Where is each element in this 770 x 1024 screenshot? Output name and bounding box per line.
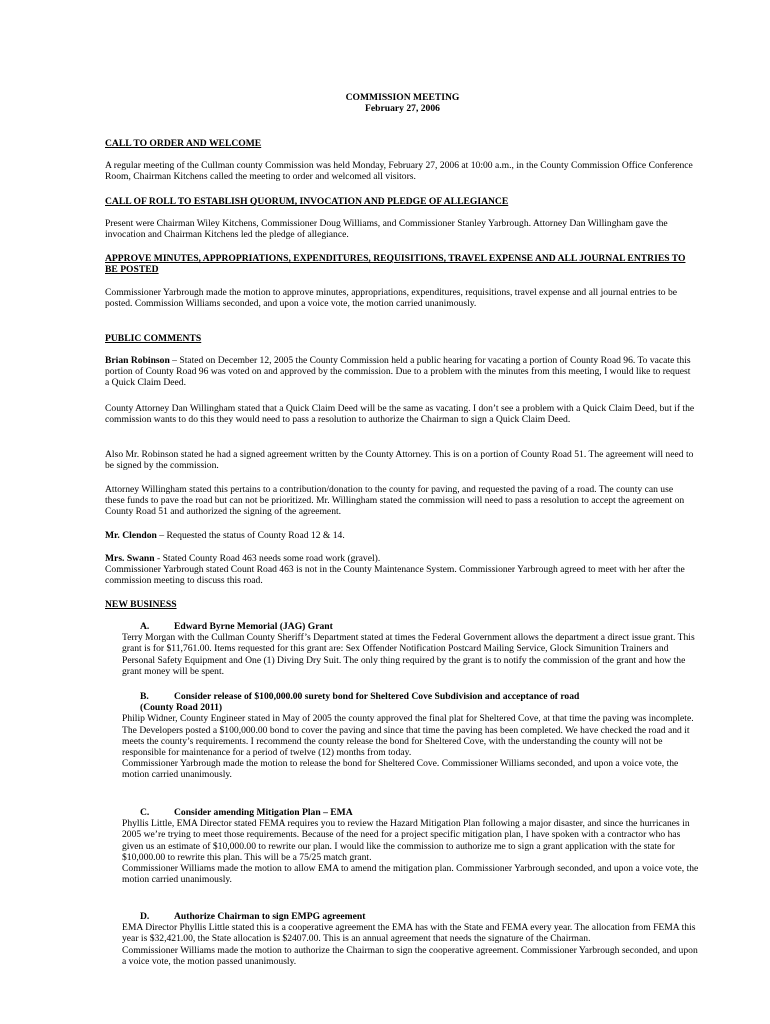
title-block [105,92,700,114]
item-b-title-text: Consider release of $100,000.00 surety bond for Sheltered Cove Subdivision and acceptance of road [174,691,580,702]
heading-roll-call: CALL OF ROLL TO ESTABLISH QUORUM, INVOCATION AND PLEDGE OF ALLEGIANCE [105,196,509,207]
paragraph-robinson [105,355,695,389]
item-d-body: EMA Director Phyllis Little stated this is a cooperative agreement the EMA has with the State and FEMA every year. The allocation from FEMA this year is $32,421.00, the State allocation is $2407.00. This is an annual agreement that needs the signature of the Chairman. [122,922,696,945]
new-business-item-b [122,691,700,781]
document-title: COMMISSION MEETING [345,92,460,103]
item-b-motion: Commissioner Yarbrough made the motion to release the bond for Sheltered Cove. Commissioner Williams seconded, and upon a voice vote, the motion carried unanimously. [122,758,679,781]
item-c-letter: C. [140,807,150,818]
paragraph-roll-call: Present were Chairman Wiley Kitchens, Commissioner Doug Williams, and Commissioner Stanley Yarbrough. Attorney Dan Willingham gave the invocation and Chairman Kitchens led the pledge of allegiance. [105,218,668,241]
clendon-statement: – Requested the status of County Road 12 & 14. [156,530,345,541]
item-c-body: Phyllis Little, EMA Director stated FEMA requires you to review the Hazard Mitigation Plan following a major disaster, and since the hurricanes in 2005 we’re trying to meet those requirements. Because of the need for a project specific mitigation plan, I have spoken with a contractor who has given us an estimate of $10,000.00 to rewrite our plan. I would like the commission to authorize me to sign a grant application with the state for $10,000.00 to rewrite this plan. This will be a 75/25 match grant. [122,818,690,863]
heading-new-business: NEW BUSINESS [105,599,177,610]
heading-public-comments: PUBLIC COMMENTS [105,333,202,344]
speaker-swann: Mrs. Swann [105,553,155,564]
paragraph-call-to-order: A regular meeting of the Cullman county Commission was held Monday, February 27, 2006 at 10:00 a.m., in the County Commission Office Conference Room, Chairman Kitchens called the meeting to order and welcomed all visitors. [105,160,693,183]
swann-statement: - Stated County Road 463 needs some road work (gravel). [154,553,381,564]
swann-reply: Commissioner Yarbrough stated Count Road 463 is not in the County Maintenance System. Commissioner Yarbrough agreed to meet with her after the commission meeting to discuss this road. [105,564,685,587]
new-business-item-d [122,911,700,967]
item-d-title-text: Authorize Chairman to sign EMPG agreement [174,911,366,922]
item-d-title [140,911,700,922]
item-a-letter: A. [140,621,150,632]
paragraph-approve-minutes: Commissioner Yarbrough made the motion to approve minutes, appropriations, expenditures, requisitions, travel expense and all journal entries to be posted. Commission Williams seconded, and upon a voice vote, the motion carried unanimously. [105,287,678,310]
item-b-title [140,691,700,713]
item-a-title-text: Edward Byrne Memorial (JAG) Grant [174,621,333,632]
item-d-motion: Commissioner Williams made the motion to authorize the Chairman to sign the cooperative agreement. Commissioner Yarbrough seconded, and upon a voice vote, the motion passed unanimously. [122,944,698,967]
paragraph-swann [105,553,695,587]
paragraph-clendon [105,530,695,541]
robinson-statement: – Stated on December 12, 2005 the County Commission held a public hearing for vacating a portion of County Road 96. To vacate this portion of County Road 96 was voted on and approved by the commission. Due to a problem with the minutes from this meeting, I would like to request a Quick Claim Deed. [105,355,691,389]
paragraph-attorney-quick-claim: County Attorney Dan Willingham stated that a Quick Claim Deed will be the same as vacating. I don’t see a problem with a Quick Claim Deed, but if the commission wants to do this they would need to pass a resolution to authorize the Chairman to sign a Quick Claim Deed. [105,403,695,426]
item-d-letter: D. [140,911,150,922]
item-c-motion: Commissioner Williams made the motion to allow EMA to amend the mitigation plan. Commissioner Yarbrough seconded, and upon a voice vote, the motion carried unanimously. [122,863,699,886]
item-c-title [140,807,700,818]
speaker-robinson: Brian Robinson [105,355,170,366]
item-a-body: Terry Morgan with the Cullman County Sheriff’s Department stated at times the Federal Government allows the department a direct issue grant. This grant is for $11,761.00. Items requested for this grant are: Sex Offender Notification Postcard Mailing Service, Glock Simunition Trainers and Personal Safety Equipment and One (1) Diving Dry Suit. The only thing required by the grant is to notify the commission of the grant and how the grant money will be spent. [122,632,695,677]
item-a-title [140,621,700,632]
paragraph-attorney-contribution: Attorney Willingham stated this pertains to a contribution/donation to the county for paving, and requested the paving of a road. The county can use these funds to pave the road but can not be prioritized. Mr. Willingham stated the commission will need to pass a resolution to accept the agreement on County Road 51 and authorized the signing of the agreement. [105,484,685,518]
item-b-body: Philip Widner, County Engineer stated in May of 2005 the county approved the final plat for Sheltered Cove, at that time the paving was incomplete. The Developers posted a $100,000.00 bond to cover the paving and since that time the paving has been completed. We have checked the road and it meets the county’s requirements. I recommend the county release the bond for Sheltered Cove, with the understanding the county will not be responsible for maintenance for a period of twelve (12) months from today. [122,713,694,759]
new-business-item-a [122,621,700,677]
heading-approve-minutes: APPROVE MINUTES, APPROPRIATIONS, EXPENDITURES, REQUISITIONS, TRAVEL EXPENSE AND ALL JOURNAL ENTRIES TO BE POSTED [105,253,686,276]
paragraph-robinson-agreement: Also Mr. Robinson stated he had a signed agreement written by the County Attorney. This is on a portion of County Road 51. The agreement will need to be signed by the commission. [105,449,694,472]
speaker-clendon: Mr. Clendon [105,530,157,541]
item-b-letter: B. [140,691,149,702]
item-b-title-cont: (County Road 2011) [140,702,223,714]
item-c-title-text: Consider amending Mitigation Plan – EMA [174,807,353,818]
new-business-item-c [122,807,700,885]
heading-call-to-order: CALL TO ORDER AND WELCOME [105,138,262,149]
document-date: February 27, 2006 [365,103,440,114]
